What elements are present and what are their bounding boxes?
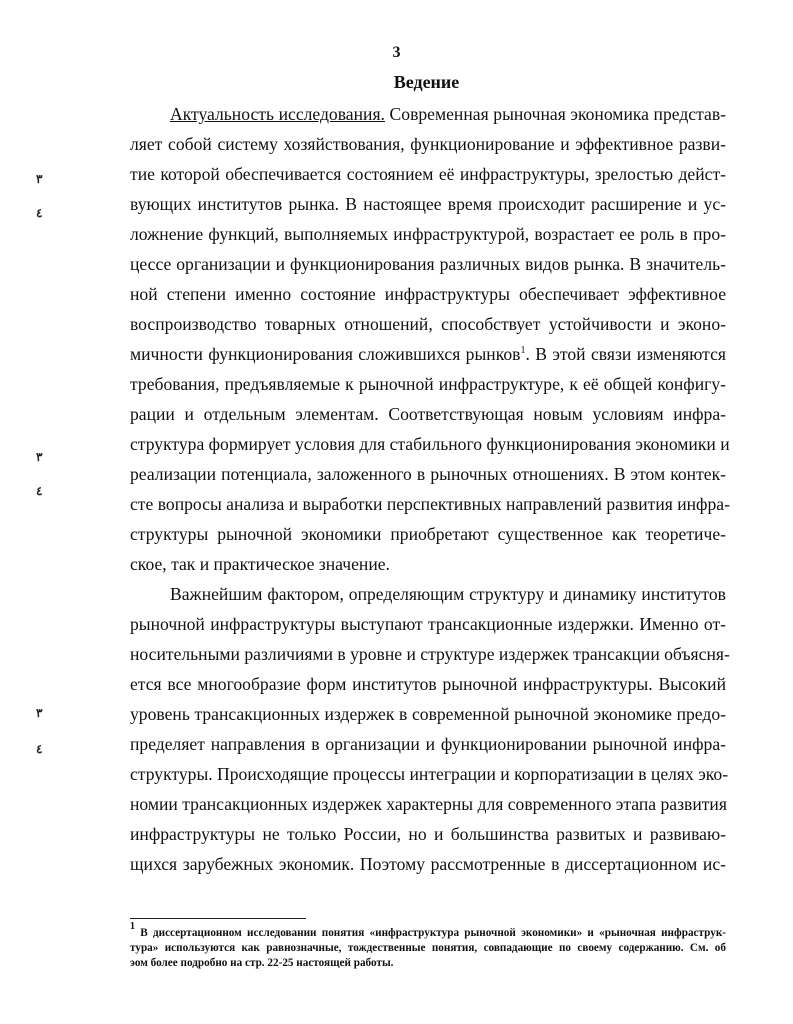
paragraph-line: носительными различиями в уровне и структуре издержек трансакции объясня- xyxy=(130,644,730,664)
paragraph-line: ется все многообразие форм институтов рыночной инфраструктуры. Высокий xyxy=(130,674,726,694)
paragraph-text: Современная рыночная экономика представ- xyxy=(384,104,726,124)
paragraph-line: реализации потенциала, заложенного в рыночных отношениях. В этом контек- xyxy=(130,464,726,484)
paragraph-line xyxy=(130,343,726,365)
paragraph-line: цессе организации и функционирования различных видов рынка. В значитель- xyxy=(130,254,726,274)
paragraph-line: инфраструктуры не только России, но и большинства развитых и развиваю- xyxy=(130,824,726,844)
footnote-text: В диссертационном исследовании понятия «инфраструктура рыночной экономики» и «рыночная инфраструк- xyxy=(135,927,726,939)
paragraph-line: вующих институтов рынка. В настоящее время происходит расширение и ус- xyxy=(130,194,726,214)
paragraph-line: номии трансакционных издержек характерны для современного этапа развития xyxy=(130,794,727,814)
paragraph-line: щихся зарубежных экономик. Поэтому рассмотренные в диссертационном ис- xyxy=(130,854,726,874)
margin-mark: ٣ xyxy=(36,172,43,186)
paragraph-line: уровень трансакционных издержек в современной рыночной экономике предо- xyxy=(130,704,726,724)
paragraph-line xyxy=(170,103,726,125)
paragraph-line: структура формирует условия для стабильного функционирования экономики и xyxy=(130,434,730,454)
footnote-divider xyxy=(130,918,306,919)
paragraph-text: мичности функционирования сложившихся рынков xyxy=(130,344,521,364)
footnote-marker: 1 xyxy=(130,921,135,932)
paragraph-line: Важнейшим фактором, определяющим структуру и динамику институтов xyxy=(170,584,726,604)
footnote-line: эом более подробно на стр. 22-25 настоящей работы. xyxy=(130,957,394,969)
paragraph-line: ной степени именно состояние инфраструктуры обеспечивает эффективное xyxy=(130,284,726,304)
section-heading: Ведение xyxy=(393,72,460,92)
page-number: 3 xyxy=(392,44,401,61)
margin-mark: ٤ xyxy=(36,206,43,220)
paragraph-line: структуры рыночной экономики приобретают существенное как теоретиче- xyxy=(130,524,726,544)
paragraph-line: воспроизводство товарных отношений, способствует устойчивости и эконо- xyxy=(130,314,726,334)
margin-mark: ٣ xyxy=(36,450,43,464)
paragraph-line: сте вопросы анализа и выработки перспективных направлений развития инфра- xyxy=(130,494,730,514)
paragraph-line: структуры. Происходящие процессы интеграции и корпоратизации в целях эко- xyxy=(130,764,729,784)
paragraph-line: требования, предъявляемые к рыночной инфраструктуре, к её общей конфигу- xyxy=(130,374,726,394)
footnote-line: тура» используются как равнозначные, тождественные понятия, совпадающие по своему содержанию. См. об xyxy=(130,942,726,954)
paragraph-line: ское, так и практическое значение. xyxy=(130,554,390,574)
footnote-line xyxy=(130,921,726,940)
paragraph-line: рации и отдельным элементам. Соответствующая новым условиям инфра- xyxy=(130,404,726,424)
paragraph-line: ложнение функций, выполняемых инфраструктурой, возрастает ее роль в про- xyxy=(130,224,726,244)
footnote-reference[interactable]: 1 xyxy=(520,345,526,356)
paragraph-line: тие которой обеспечивается состоянием её инфраструктуры, зрелостью дейст- xyxy=(130,164,726,184)
margin-mark: ٤ xyxy=(36,742,43,756)
paragraph-line: рыночной инфраструктуры выступают трансакционные издержки. Именно от- xyxy=(130,614,726,634)
margin-mark: ٣ xyxy=(36,706,43,720)
paragraph-text: . В этой связи изменяются xyxy=(525,344,726,364)
margin-mark: ٤ xyxy=(36,484,43,498)
section-lead: Актуальность исследования. xyxy=(170,104,385,124)
paragraph-line: пределяет направления в организации и функционировании рыночной инфра- xyxy=(130,734,726,754)
paragraph-line: ляет собой систему хозяйствования, функционирование и эффективное разви- xyxy=(130,134,726,154)
